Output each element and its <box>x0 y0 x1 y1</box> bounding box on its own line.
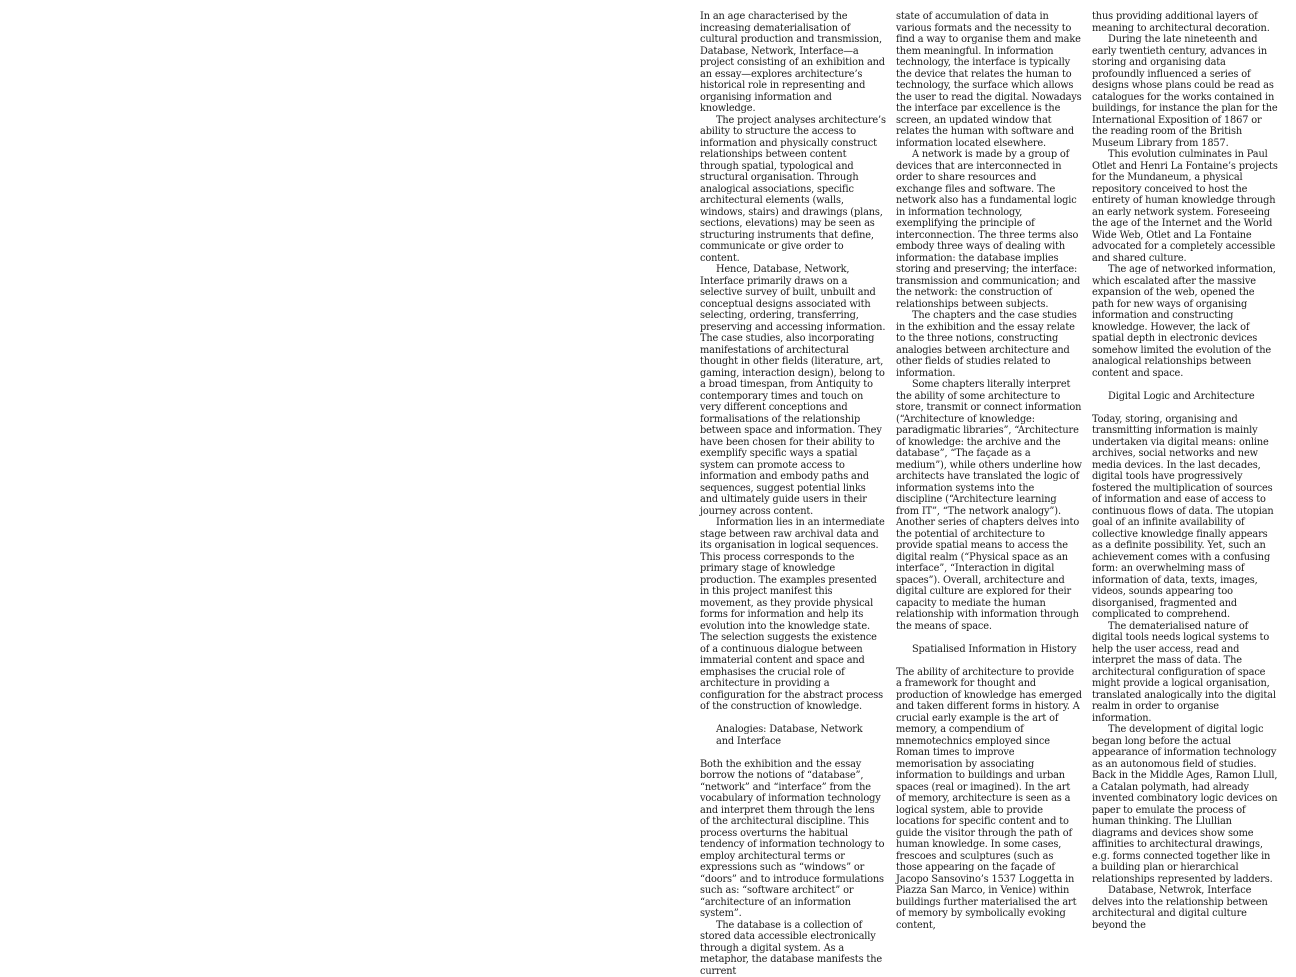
text-column-2 <box>896 11 1082 861</box>
body-paragraph: The age of networked information, which escalated after the massive expansion of the web, opened the path for new ways of organising information and constructing knowledge. However, the lack of spatial depth in electronic devices somehow limited the evolution of the analogical relationships between content and space. <box>1092 264 1278 379</box>
body-paragraph: Both the exhibition and the essay borrow the notions of “database”, “network” and “interface” from the vocabulary of information technology and interpret them through the lens of the architectural discipline. This process overturns the habitual tendency of information technology to employ architectural terms or expressions such as “windows” or “doors” and to introduce formulations such as: “software architect” or “architecture of an information system”. <box>700 759 886 920</box>
body-paragraph: Database, Netwrok, Interface delves into the relationship between architectural and digital culture beyond the <box>1092 885 1278 931</box>
text-column-3 <box>1092 11 1278 861</box>
body-paragraph: thus providing additional layers of meaning to architectural decoration. <box>1092 11 1278 34</box>
body-paragraph: Hence, Database, Network, Interface primarily draws on a selective survey of built, unbuilt and conceptual designs associated with selecting, ordering, transferring, preserving and accessing information. The case studies, also incorporating manifestations of architectural thought in other fields (literature, art, gaming, interaction design), belong to a broad timespan, from Antiquity to contemporary times and touch on very different conceptions and formalisations of the relationship between space and information. They have been chosen for their ability to exemplify specific ways a spatial system can promote access to information and embody paths and sequences, suggest potential links and ultimately guide users in their journey across content. <box>700 264 886 517</box>
body-paragraph: This evolution culminates in Paul Otlet and Henri La Fontaine’s projects for the Mundaneum, a physical repository conceived to host the entirety of human knowledge through an early network system. Foreseeing the age of the Internet and the World Wide Web, Otlet and La Fontaine advocated for a completely accessible and shared culture. <box>1092 149 1278 264</box>
body-paragraph: Information lies in an intermediate stage between raw archival data and its organisation in logical sequences. This process corresponds to the primary stage of knowledge production. The examples presented in this project manifest this movement, as they provide physical forms for information and help its evolution into the knowledge state. The selection suggests the existence of a continuous dialogue between immaterial content and space and emphasises the crucial role of architecture in providing a configuration for the abstract process of the construction of knowledge. <box>700 517 886 713</box>
section-heading <box>1092 379 1278 414</box>
body-paragraph: The development of digital logic began long before the actual appearance of information technology as an autonomous field of studies. Back in the Middle Ages, Ramon Llull, a Catalan polymath, had already invented combinatory logic devices on paper to emulate the process of human thinking. The Llullian diagrams and devices show some affinities to architectural drawings, e.g. forms connected together like in a building plan or hierarchical relationships represented by ladders. <box>1092 724 1278 885</box>
document-page <box>700 11 1280 861</box>
section-heading-line: Spatialised Information in History <box>912 644 1082 656</box>
section-heading-line: Analogies: Database, Network <box>716 724 886 736</box>
body-paragraph: The dematerialised nature of digital tools needs logical systems to help the user access, read and interpret the mass of data. The architectural configuration of space might provide a logical organisation, translated analogically into the digital realm in order to organise information. <box>1092 621 1278 725</box>
text-column-1 <box>700 11 886 861</box>
section-heading-line: and Interface <box>716 736 886 748</box>
section-heading <box>700 713 886 759</box>
body-paragraph: The database is a collection of stored data accessible electronically through a digital system. As a metaphor, the database manifests the current <box>700 920 886 977</box>
body-paragraph: The project analyses architecture’s ability to structure the access to information and physically construct relationships between content through spatial, typological and structural organisation. Through analogical associations, specific architectural elements (walls, windows, stairs) and drawings (plans, sections, elevations) may be seen as structuring instruments that define, communicate or give order to content. <box>700 115 886 265</box>
body-paragraph: In an age characterised by the increasing dematerialisation of cultural production and transmission, Database, Network, Interface—a project consisting of an exhibition and an essay—explores architecture’s historical role in representing and organising information and knowledge. <box>700 11 886 115</box>
body-paragraph: Some chapters literally interpret the ability of some architecture to store, transmit or connect information (“Architecture of knowledge: paradigmatic libraries”, “Architecture of knowledge: the archive and the database”, “The façade as a medium”), while others underline how architects have translated the logic of information systems into the discipline (“Architecture learning from IT”, “The network analogy”). Another series of chapters delves into the potential of architecture to provide spatial means to access the digital realm (“Physical space as an interface”, “Interaction in digital spaces”). Overall, architecture and digital culture are explored for their capacity to mediate the human relationship with information through the means of space. <box>896 379 1082 632</box>
body-paragraph: The ability of architecture to provide a framework for thought and production of knowledge has emerged and taken different forms in history. A crucial early example is the art of memory, a compendium of mnemotechnics employed since Roman times to improve memorisation by associating information to buildings and urban spaces (real or imagined). In the art of memory, architecture is seen as a logical system, able to provide locations for specific content and to guide the visitor through the path of human knowledge. In some cases, frescoes and sculptures (such as those appearing on the façade of Jacopo Sansovino’s 1537 Loggetta in Piazza San Marco, in Venice) within buildings further materialised the art of memory by symbolically evoking content, <box>896 667 1082 932</box>
body-paragraph: The chapters and the case studies in the exhibition and the essay relate to the three notions, constructing analogies between architecture and other fields of studies related to information. <box>896 310 1082 379</box>
body-paragraph: During the late nineteenth and early twentieth century, advances in storing and organising data profoundly influenced a series of designs whose plans could be read as catalogues for the works contained in buildings, for instance the plan for the International Exposition of 1867 or the reading room of the British Museum Library from 1857. <box>1092 34 1278 149</box>
body-paragraph: state of accumulation of data in various formats and the necessity to find a way to organise them and make them meaningful. In information technology, the interface is typically the device that relates the human to technology, the surface which allows the user to read the digital. Nowadays the interface par excellence is the screen, an updated window that relates the human with software and information located elsewhere. <box>896 11 1082 149</box>
body-paragraph: Today, storing, organising and transmitting information is mainly undertaken via digital means: online archives, social networks and new media devices. In the last decades, digital tools have progressively fostered the multiplication of sources of information and ease of access to continuous flows of data. The utopian goal of an infinite availability of collective knowledge finally appears as a definite possibility. Yet, such an achievement comes with a confusing form: an overwhelming mass of information of data, texts, images, videos, sounds appearing too disorganised, fragmented and complicated to comprehend. <box>1092 414 1278 621</box>
section-heading-line: Digital Logic and Architecture <box>1108 391 1278 403</box>
section-heading <box>896 632 1082 667</box>
body-paragraph: A network is made by a group of devices that are interconnected in order to share resources and exchange files and software. The network also has a fundamental logic in information technology, exemplifying the principle of interconnection. The three terms also embody three ways of dealing with information: the database implies storing and preserving; the interface: transmission and communication; and the network: the construction of relationships between subjects. <box>896 149 1082 310</box>
